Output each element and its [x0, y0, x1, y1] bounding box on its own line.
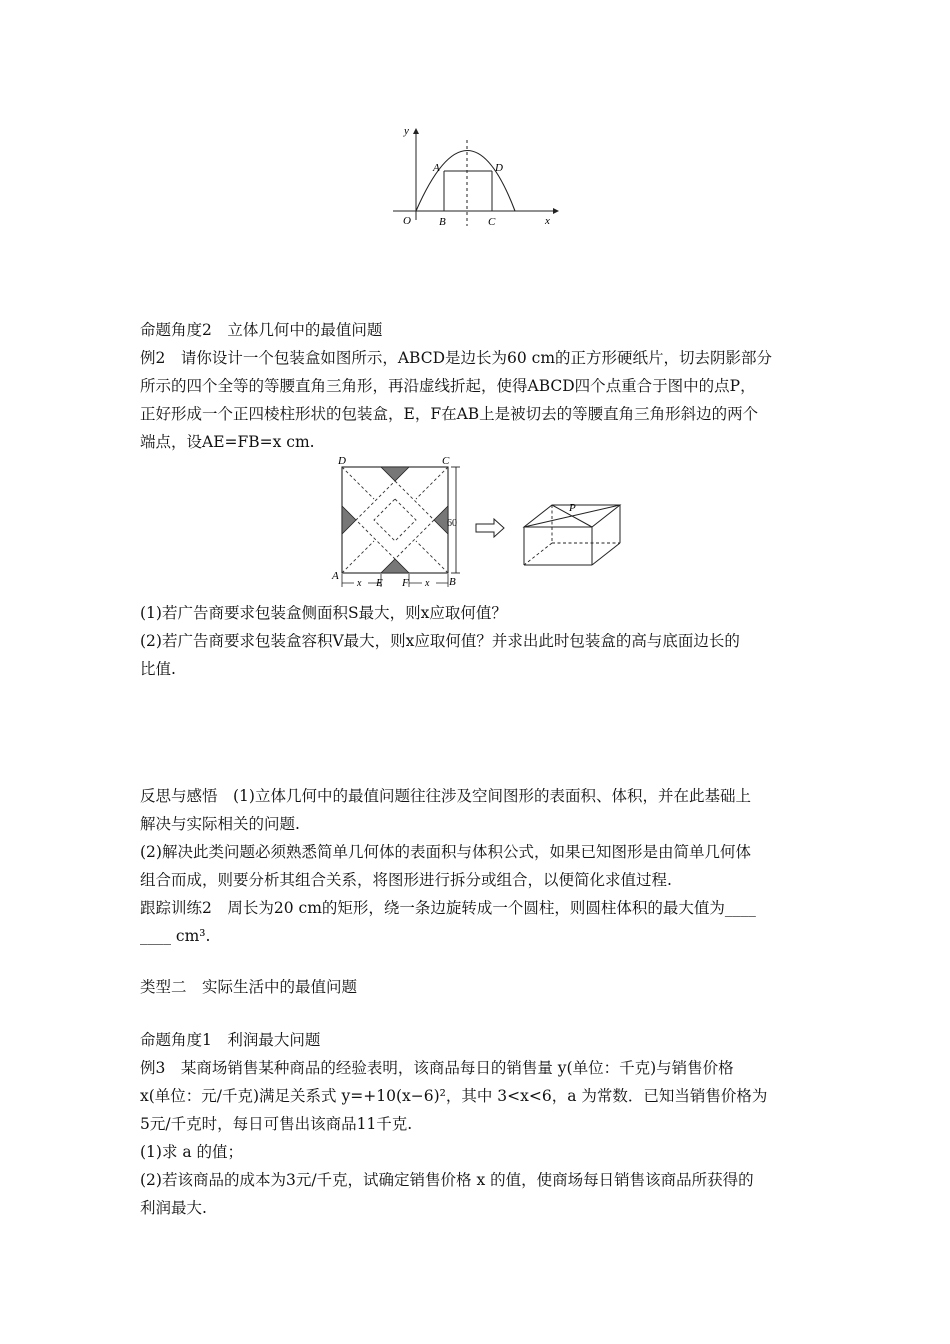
training2-line2: ____ cm³. — [140, 927, 211, 945]
reflection-line1: 反思与感悟 (1)立体几何中的最值问题往往涉及空间图形的表面积、体积，并在此基础上 — [140, 787, 751, 805]
label-c: C — [442, 455, 450, 467]
example3-line2: x(单位：元/千克)满足关系式 y=+10(x−6)²，其中 3<x<6，a 为常数．已知当销售价格为 — [140, 1087, 768, 1105]
label-d: D — [338, 455, 346, 467]
point-c-label: C — [488, 216, 496, 228]
y-axis-arrow — [413, 128, 419, 134]
box-figure — [328, 455, 628, 595]
training2-line1: 跟踪训练2 周长为20 cm的矩形，绕一条边旋转成一个圆柱，则圆柱体积的最大值为____ — [140, 899, 756, 917]
label-p: P — [569, 502, 576, 514]
example2-line4: 端点，设AE=FB=x cm. — [140, 433, 315, 451]
example2-question2-line2: 比值. — [140, 660, 176, 678]
label-e: E — [376, 577, 383, 589]
example2-line3: 正好形成一个正四棱柱形状的包装盒，E，F在AB上是被切去的等腰直角三角形斜边的两个 — [140, 405, 759, 423]
point-b-label: B — [439, 216, 446, 228]
section-heading-angle1: 命题角度1 利润最大问题 — [140, 1031, 321, 1049]
x-label-left: x — [357, 578, 362, 589]
origin-label: O — [403, 215, 411, 227]
point-a-label: A — [433, 162, 440, 174]
type2-heading: 类型二 实际生活中的最值问题 — [140, 978, 358, 996]
example2-question2-line1: (2)若广告商要求包装盒容积V最大，则x应取何值？并求出此时包装盒的高与底面边长的 — [140, 632, 740, 650]
example2-question1: (1)若广告商要求包装盒侧面积S最大，则x应取何值？ — [140, 604, 507, 622]
shaded-triangle-left — [342, 506, 356, 534]
folded-box — [524, 505, 620, 565]
right-arrow — [476, 519, 504, 537]
example3-question2-line1: (2)若该商品的成本为3元/千克，试确定销售价格 x 的值，使商场每日销售该商品所获得的 — [140, 1171, 754, 1189]
shaded-triangle-bottom — [381, 559, 409, 573]
label-b: B — [449, 576, 456, 588]
parabola-figure — [385, 120, 565, 235]
reflection-line4: 组合而成，则要分析其组合关系，将图形进行拆分或组合，以便简化求值过程. — [140, 871, 672, 889]
example2-line2: 所示的四个全等的等腰直角三角形，再沿虚线折起，使得ABCD四个点重合于图中的点P， — [140, 377, 756, 395]
section-heading-angle2: 命题角度2 立体几何中的最值问题 — [140, 321, 383, 339]
x-label-right: x — [425, 578, 430, 589]
x-axis-arrow — [553, 208, 559, 214]
example2-line1: 例2 请你设计一个包装盒如图所示，ABCD是边长为60 cm的正方形硬纸片，切去阴影部分 — [140, 349, 773, 367]
y-label: y — [404, 125, 409, 137]
x-label: x — [545, 215, 550, 227]
example3-line1: 例3 某商场销售某种商品的经验表明，该商品每日的销售量 y(单位：千克)与销售价格 — [140, 1059, 734, 1077]
reflection-line3: (2)解决此类问题必须熟悉简单几何体的表面积与体积公式，如果已知图形是由简单几何体 — [140, 843, 751, 861]
label-f: F — [402, 577, 409, 589]
shaded-triangle-top — [381, 467, 409, 481]
side-length-label: 60 — [447, 518, 457, 529]
shaded-triangle-right — [434, 506, 448, 534]
example3-question2-line2: 利润最大. — [140, 1199, 207, 1217]
example3-line3: 5元/千克时，每日可售出该商品11千克. — [140, 1115, 413, 1133]
example3-question1: (1)求 a 的值； — [140, 1143, 244, 1161]
reflection-line2: 解决与实际相关的问题. — [140, 815, 300, 833]
point-d-label: D — [495, 162, 503, 174]
fold-lines — [342, 467, 448, 573]
parabola-curve — [416, 151, 515, 212]
label-a: A — [332, 570, 339, 582]
